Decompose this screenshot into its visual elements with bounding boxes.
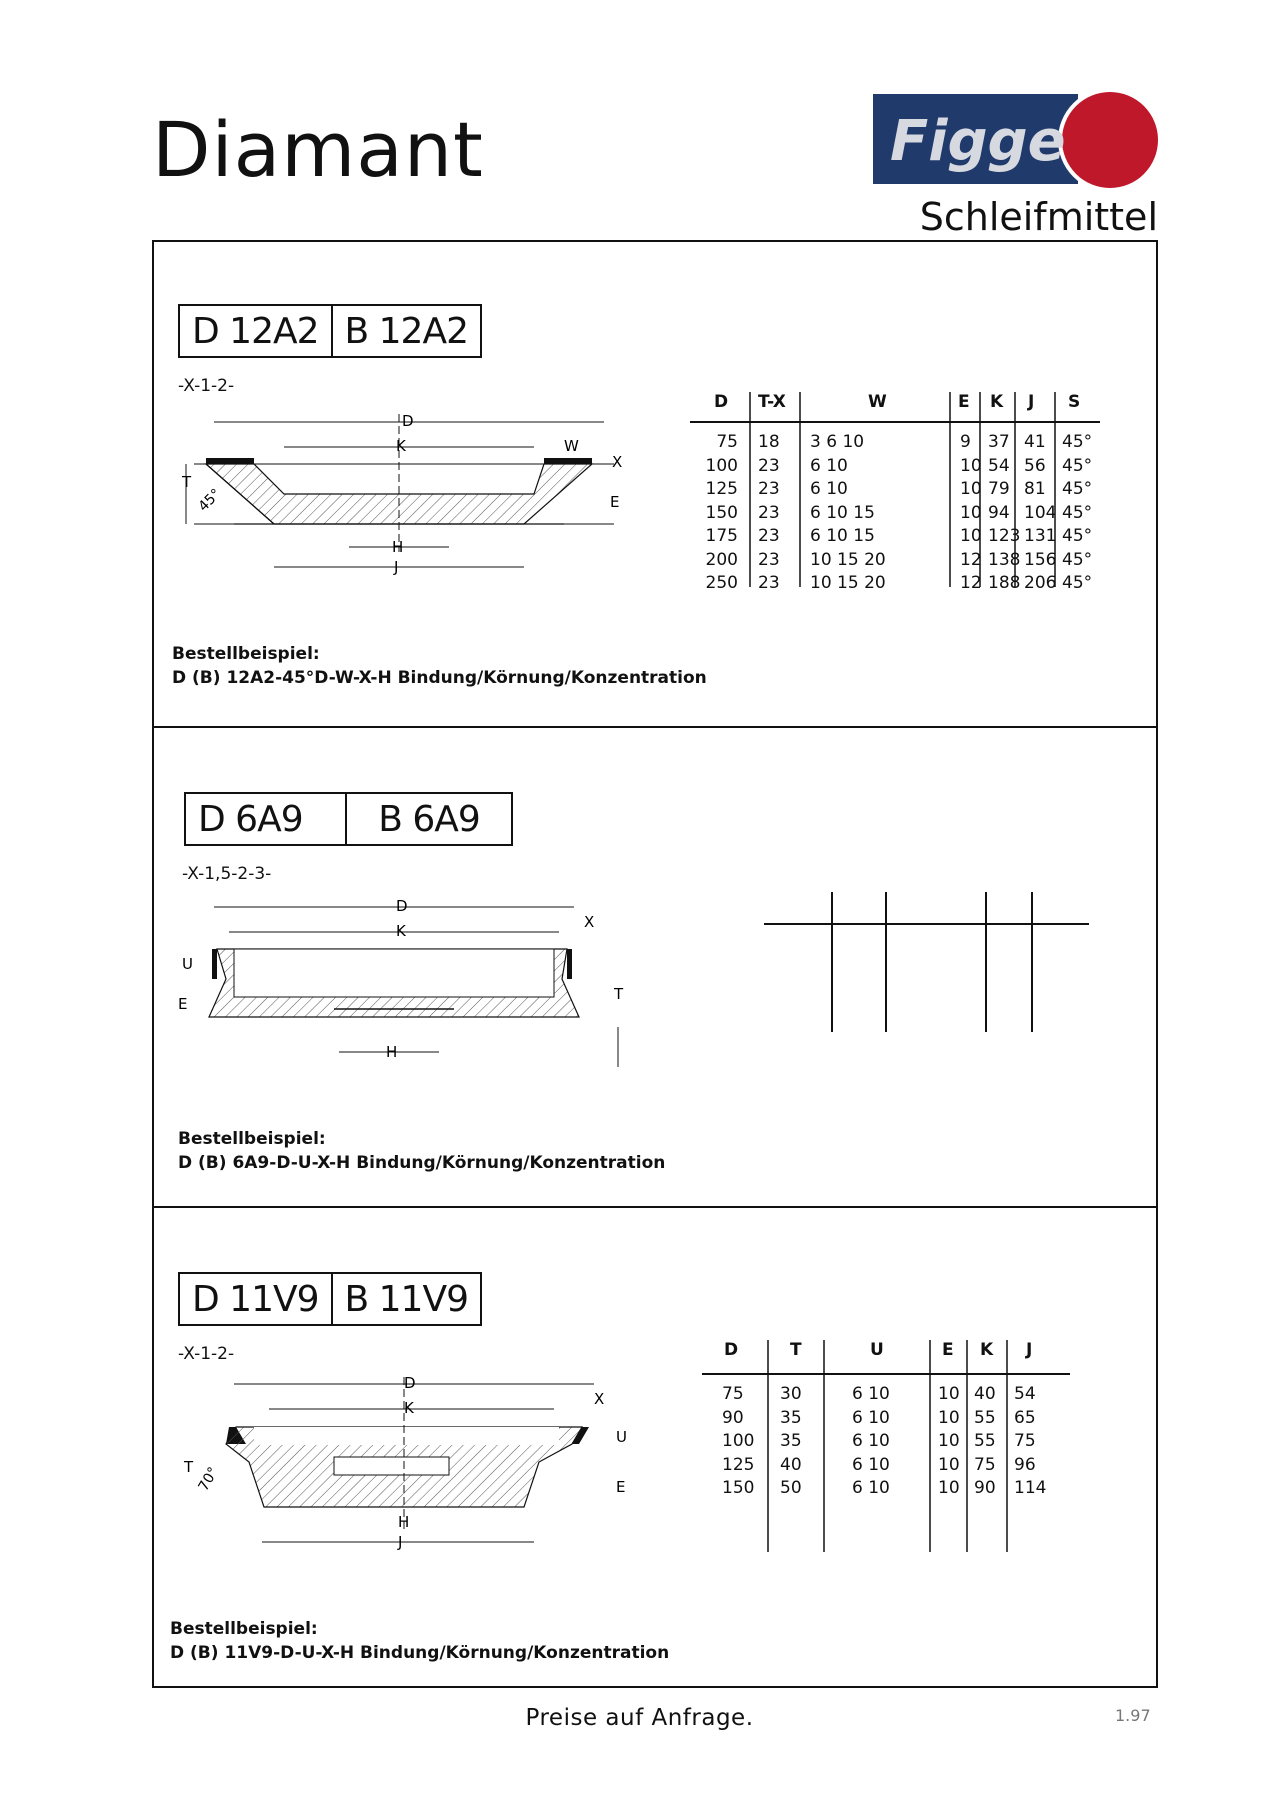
table-cell: 30 [780,1384,802,1404]
label-d: D [402,412,414,430]
table-cell: 104 [1024,502,1057,523]
order-example-text: D (B) 6A9-D-U-X-H Bindung/Körnung/Konzentration [178,1153,666,1173]
table-cell: 55 [974,1431,996,1451]
table-cell: 40 [974,1384,996,1404]
table-cell: 75 [722,1384,744,1404]
label-t: T [614,985,624,1003]
product-code-d: D 11V9 [192,1278,319,1320]
table-cell: 45° [1062,526,1093,546]
table-cell: 35 [780,1407,802,1428]
table-cell: 23 [758,479,780,499]
table-cell: 150 [705,502,738,523]
label-w: W [564,437,579,455]
label-h: H [392,538,404,556]
page-title: Diamant [152,105,484,194]
label-x: X [594,1390,605,1408]
order-example-text: D (B) 12A2-45°D-W-X-H Bindung/Körnung/Konzentration [172,668,707,688]
label-e: E [178,995,188,1013]
figge-logo [870,90,1162,240]
logo-graphic [870,90,1162,240]
table-header: K [990,392,1004,412]
table-cell: 54 [988,455,1010,476]
product-subcode: -X-1-2- [178,376,235,396]
table-cell: 6 10 [852,1384,890,1404]
table-cell: 6 10 15 [810,526,875,546]
table-header: J [1028,392,1035,412]
section-divider [154,1206,1156,1208]
wheel-diagram-6a9 [174,887,654,1067]
table-cell: 6 10 [810,455,848,476]
label-t: T [182,473,192,491]
table-header: S [1068,392,1081,412]
table-cell: 131 [1024,526,1057,546]
table-cell: 45° [1062,432,1093,452]
product-code-box [178,304,482,358]
order-example [178,1127,665,1175]
table-cell: 123 [988,526,1021,546]
label-j: J [398,1533,403,1551]
table-cell: 40 [780,1454,802,1475]
logo-tagline: Schleifmittel [919,195,1158,239]
table-cell: 175 [705,526,738,546]
label-angle: 70° [195,1464,222,1494]
table-cell: 100 [705,455,738,476]
table-cell: 10 [938,1454,960,1475]
footer-note: Preise auf Anfrage. [525,1705,754,1731]
order-example-title: Bestellbeispiel: [172,644,320,664]
label-x: X [584,913,595,931]
table-cell: 125 [705,479,738,499]
label-d: D [396,897,408,915]
table-cell: 94 [988,502,1010,523]
order-example-title: Bestellbeispiel: [178,1129,326,1149]
table-header: E [942,1340,954,1360]
table-cell: 23 [758,573,780,593]
dimensions-table-11v9 [702,1340,1072,1555]
table-cell: 200 [705,549,738,570]
table-header: E [958,392,970,412]
logo-brand: Figge [890,109,1066,174]
table-cell: 138 [988,549,1021,570]
table-header: U [870,1340,884,1360]
empty-table-grid [764,892,1094,1032]
table-cell: 150 [722,1478,755,1498]
table-header: K [980,1340,994,1360]
table-cell: 125 [722,1454,755,1475]
table-cell: 9 [960,432,971,452]
table-cell: 50 [780,1478,802,1498]
label-angle: 45° [195,485,225,515]
table-cell: 45° [1062,479,1093,499]
table-cell: 10 [960,479,982,499]
product-frame [152,240,1158,1688]
table-cell: 156 [1024,549,1057,570]
label-k: K [396,922,406,940]
table-cell: 41 [1024,432,1046,452]
table-cell: 23 [758,549,780,570]
table-cell: 45° [1062,502,1093,523]
order-example [170,1617,669,1665]
table-cell: 12 [960,573,982,593]
label-h: H [386,1043,398,1061]
table-header: T [790,1340,802,1360]
product-code-box [184,792,513,846]
table-cell: 6 10 [852,1407,890,1428]
table-header: J [1026,1340,1033,1360]
table-cell: 90 [974,1478,996,1498]
abrasive-layer-right [544,458,592,464]
label-e: E [616,1478,626,1496]
wheel-diagram-11v9 [174,1372,634,1552]
label-d: D [404,1374,416,1392]
label-u: U [616,1428,627,1446]
table-cell: 75 [716,432,738,452]
label-k: K [404,1399,414,1417]
table-cell: 37 [988,432,1010,452]
table-cell: 90 [722,1407,744,1428]
product-code-b: B 12A2 [331,306,480,356]
label-h: H [398,1513,410,1531]
table-cell: 6 10 15 [810,502,875,523]
table-cell: 6 10 [852,1478,890,1498]
table-cell: 3 6 10 [810,432,865,452]
label-k: K [396,437,406,455]
product-code-d: D 6A9 [198,798,303,840]
table-cell: 10 [938,1384,960,1404]
table-cell: 35 [780,1431,802,1451]
table-cell: 10 [960,455,982,476]
table-cell: 10 [938,1407,960,1428]
table-cell: 6 10 [852,1431,890,1451]
label-j: J [394,558,399,576]
table-cell: 100 [722,1431,755,1451]
table-cell: 18 [758,432,780,452]
table-cell: 75 [974,1454,996,1475]
label-u: U [182,955,193,973]
order-example-text: D (B) 11V9-D-U-X-H Bindung/Körnung/Konzentration [170,1643,670,1663]
table-cell: 55 [974,1407,996,1428]
table-header: T-X [758,392,786,412]
table-cell: 6 10 [852,1454,890,1475]
table-cell: 45° [1062,573,1093,593]
table-cell: 10 [938,1431,960,1451]
dimensions-table-12a2 [690,392,1100,592]
table-cell: 188 [988,573,1021,593]
table-cell: 23 [758,455,780,476]
wheel-diagram-12a2 [174,402,624,582]
table-cell: 10 [960,526,982,546]
label-e: E [610,493,620,511]
product-subcode: -X-1,5-2-3- [182,864,272,884]
order-example [172,642,707,690]
table-cell: 23 [758,526,780,546]
table-cell: 45° [1062,549,1093,570]
product-subcode: -X-1-2- [178,1344,235,1364]
table-cell: 54 [1014,1384,1036,1404]
product-code-b: B 11V9 [331,1274,480,1324]
table-cell: 96 [1014,1454,1036,1475]
label-t: T [184,1458,194,1476]
table-cell: 206 [1024,573,1057,593]
table-cell: 75 [1014,1431,1036,1451]
table-cell: 23 [758,502,780,523]
table-cell: 79 [988,479,1010,499]
table-cell: 114 [1014,1478,1047,1498]
table-header: W [868,392,887,412]
table-cell: 10 [938,1478,960,1498]
product-code-d: D 12A2 [192,310,319,352]
section-divider [154,726,1156,728]
table-cell: 81 [1024,479,1046,499]
order-example-title: Bestellbeispiel: [170,1619,318,1639]
table-cell: 10 15 20 [810,549,886,570]
table-header: D [724,1340,739,1360]
product-code-box [178,1272,482,1326]
table-cell: 250 [705,573,738,593]
table-cell: 45° [1062,455,1093,476]
table-header: D [714,392,729,412]
table-cell: 10 15 20 [810,573,886,593]
product-code-b: B 6A9 [345,794,511,844]
page-number: 1.97 [1115,1706,1151,1725]
table-cell: 65 [1014,1407,1036,1428]
table-cell: 12 [960,549,982,570]
label-x: X [612,453,623,471]
abrasive-layer-left [206,458,254,464]
table-cell: 6 10 [810,479,848,499]
table-cell: 10 [960,502,982,523]
table-cell: 56 [1024,455,1046,476]
